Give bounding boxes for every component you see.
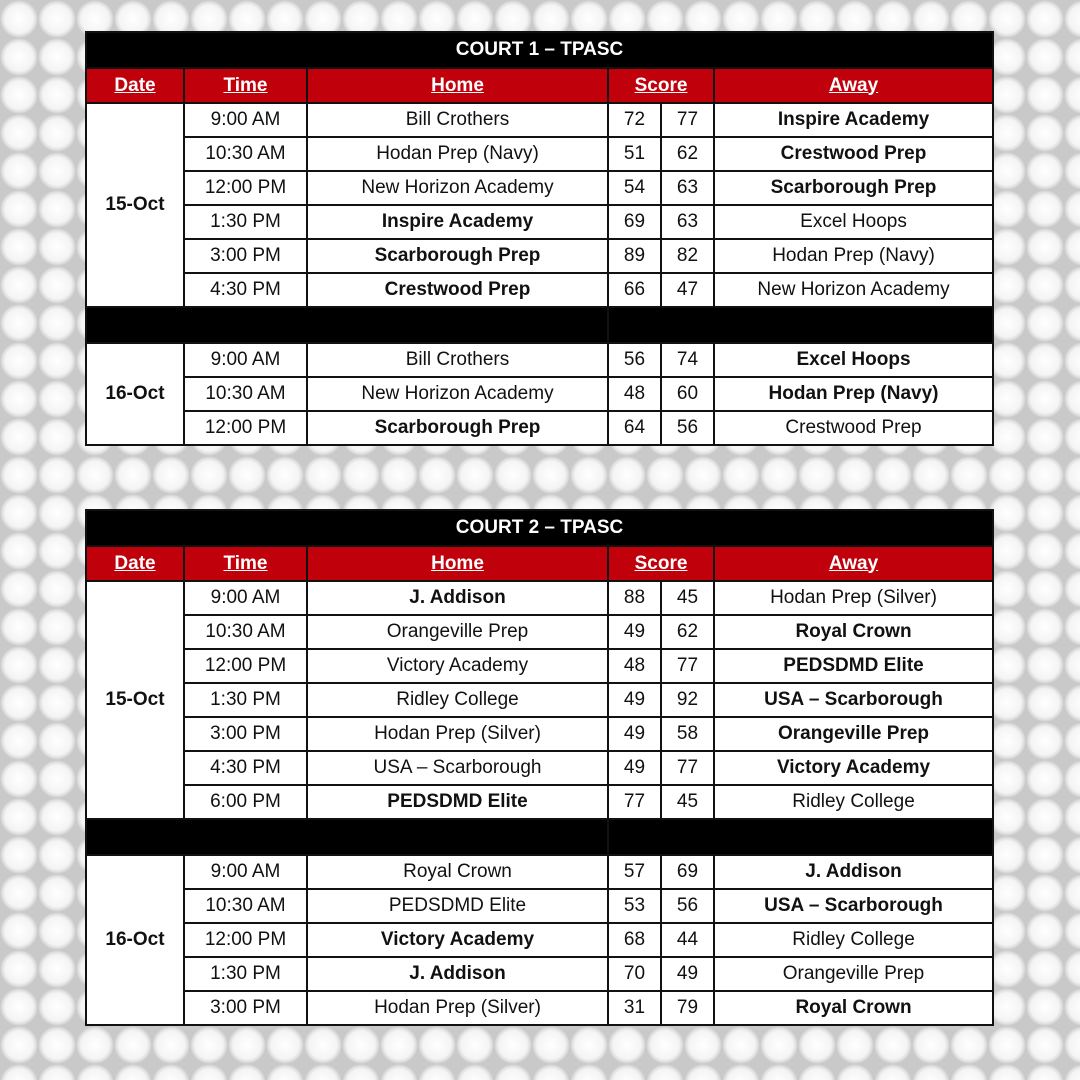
away-team: Scarborough Prep [714, 171, 993, 205]
header-home: Home [307, 68, 608, 103]
table-row [86, 649, 993, 683]
home-team: PEDSDMD Elite [307, 889, 608, 923]
game-time: 9:00 AM [184, 855, 307, 889]
game-time: 9:00 AM [184, 103, 307, 137]
away-team: Hodan Prep (Navy) [714, 377, 993, 411]
away-team: Ridley College [714, 923, 993, 957]
home-team: New Horizon Academy [307, 377, 608, 411]
table-row [86, 957, 993, 991]
table-row [86, 717, 993, 751]
home-score: 51 [608, 137, 661, 171]
away-team: PEDSDMD Elite [714, 649, 993, 683]
home-score: 88 [608, 581, 661, 615]
home-team: Victory Academy [307, 923, 608, 957]
table-row [86, 615, 993, 649]
home-score: 31 [608, 991, 661, 1025]
away-team: Orangeville Prep [714, 957, 993, 991]
away-team: Excel Hoops [714, 343, 993, 377]
away-team: Victory Academy [714, 751, 993, 785]
home-score: 56 [608, 343, 661, 377]
away-score: 92 [661, 683, 714, 717]
court-title: COURT 2 – TPASC [86, 510, 993, 546]
home-team: Ridley College [307, 683, 608, 717]
home-team: Crestwood Prep [307, 273, 608, 307]
away-score: 62 [661, 615, 714, 649]
game-time: 12:00 PM [184, 649, 307, 683]
away-score: 74 [661, 343, 714, 377]
home-score: 49 [608, 615, 661, 649]
table-row [86, 343, 993, 377]
away-score: 77 [661, 751, 714, 785]
game-time: 1:30 PM [184, 205, 307, 239]
game-time: 4:30 PM [184, 273, 307, 307]
game-time: 9:00 AM [184, 581, 307, 615]
game-time: 10:30 AM [184, 615, 307, 649]
date-cell: 16-Oct [86, 855, 184, 1025]
home-team: Bill Crothers [307, 103, 608, 137]
home-score: 69 [608, 205, 661, 239]
court-2-schedule [85, 509, 992, 1026]
home-score: 48 [608, 649, 661, 683]
home-score: 68 [608, 923, 661, 957]
date-cell: 15-Oct [86, 103, 184, 307]
court-1-schedule [85, 31, 992, 446]
away-score: 45 [661, 785, 714, 819]
home-score: 49 [608, 683, 661, 717]
home-team: USA – Scarborough [307, 751, 608, 785]
away-team: Crestwood Prep [714, 137, 993, 171]
away-score: 56 [661, 889, 714, 923]
header-score: Score [608, 68, 714, 103]
game-time: 1:30 PM [184, 683, 307, 717]
away-team: Royal Crown [714, 991, 993, 1025]
home-team: J. Addison [307, 581, 608, 615]
away-team: Hodan Prep (Silver) [714, 581, 993, 615]
away-score: 63 [661, 171, 714, 205]
header-score: Score [608, 546, 714, 581]
away-team: USA – Scarborough [714, 889, 993, 923]
away-score: 77 [661, 103, 714, 137]
table-row [86, 855, 993, 889]
day-separator [86, 819, 993, 855]
header-away: Away [714, 546, 993, 581]
away-team: Ridley College [714, 785, 993, 819]
date-cell: 16-Oct [86, 343, 184, 445]
home-score: 53 [608, 889, 661, 923]
game-time: 10:30 AM [184, 137, 307, 171]
home-team: J. Addison [307, 957, 608, 991]
table-row [86, 785, 993, 819]
away-score: 45 [661, 581, 714, 615]
table-row [86, 581, 993, 615]
header-time: Time [184, 546, 307, 581]
game-time: 9:00 AM [184, 343, 307, 377]
game-time: 4:30 PM [184, 751, 307, 785]
table-row [86, 411, 993, 445]
table-row [86, 205, 993, 239]
home-team: Hodan Prep (Silver) [307, 717, 608, 751]
away-team: J. Addison [714, 855, 993, 889]
home-team: Scarborough Prep [307, 411, 608, 445]
away-team: Excel Hoops [714, 205, 993, 239]
away-team: USA – Scarborough [714, 683, 993, 717]
game-time: 1:30 PM [184, 957, 307, 991]
away-score: 62 [661, 137, 714, 171]
home-team: Scarborough Prep [307, 239, 608, 273]
away-score: 60 [661, 377, 714, 411]
home-score: 89 [608, 239, 661, 273]
home-score: 57 [608, 855, 661, 889]
away-team: Hodan Prep (Navy) [714, 239, 993, 273]
home-team: Victory Academy [307, 649, 608, 683]
home-team: Bill Crothers [307, 343, 608, 377]
game-time: 10:30 AM [184, 889, 307, 923]
game-time: 3:00 PM [184, 717, 307, 751]
table-row [86, 137, 993, 171]
schedule-table [85, 31, 994, 446]
header-time: Time [184, 68, 307, 103]
table-row [86, 683, 993, 717]
table-row [86, 751, 993, 785]
date-cell: 15-Oct [86, 581, 184, 819]
table-row [86, 377, 993, 411]
header-home: Home [307, 546, 608, 581]
home-score: 64 [608, 411, 661, 445]
home-score: 77 [608, 785, 661, 819]
away-team: Crestwood Prep [714, 411, 993, 445]
away-score: 79 [661, 991, 714, 1025]
away-score: 63 [661, 205, 714, 239]
home-score: 72 [608, 103, 661, 137]
game-time: 6:00 PM [184, 785, 307, 819]
table-row [86, 889, 993, 923]
table-row [86, 273, 993, 307]
home-score: 49 [608, 717, 661, 751]
game-time: 3:00 PM [184, 239, 307, 273]
table-row [86, 171, 993, 205]
away-team: Royal Crown [714, 615, 993, 649]
away-score: 44 [661, 923, 714, 957]
header-away: Away [714, 68, 993, 103]
day-separator [86, 307, 993, 343]
table-row [86, 103, 993, 137]
game-time: 12:00 PM [184, 923, 307, 957]
home-score: 49 [608, 751, 661, 785]
home-team: Hodan Prep (Navy) [307, 137, 608, 171]
away-team: New Horizon Academy [714, 273, 993, 307]
table-row [86, 239, 993, 273]
away-score: 56 [661, 411, 714, 445]
away-score: 58 [661, 717, 714, 751]
home-team: Hodan Prep (Silver) [307, 991, 608, 1025]
home-team: Orangeville Prep [307, 615, 608, 649]
away-score: 49 [661, 957, 714, 991]
away-team: Inspire Academy [714, 103, 993, 137]
home-team: Inspire Academy [307, 205, 608, 239]
away-team: Orangeville Prep [714, 717, 993, 751]
home-team: Royal Crown [307, 855, 608, 889]
game-time: 12:00 PM [184, 171, 307, 205]
home-team: New Horizon Academy [307, 171, 608, 205]
home-score: 70 [608, 957, 661, 991]
table-row [86, 991, 993, 1025]
game-time: 3:00 PM [184, 991, 307, 1025]
away-score: 69 [661, 855, 714, 889]
home-score: 48 [608, 377, 661, 411]
table-row [86, 923, 993, 957]
away-score: 47 [661, 273, 714, 307]
header-date: Date [86, 546, 184, 581]
home-team: PEDSDMD Elite [307, 785, 608, 819]
home-score: 66 [608, 273, 661, 307]
header-date: Date [86, 68, 184, 103]
schedule-table [85, 509, 994, 1026]
game-time: 12:00 PM [184, 411, 307, 445]
home-score: 54 [608, 171, 661, 205]
away-score: 82 [661, 239, 714, 273]
game-time: 10:30 AM [184, 377, 307, 411]
away-score: 77 [661, 649, 714, 683]
court-title: COURT 1 – TPASC [86, 32, 993, 68]
